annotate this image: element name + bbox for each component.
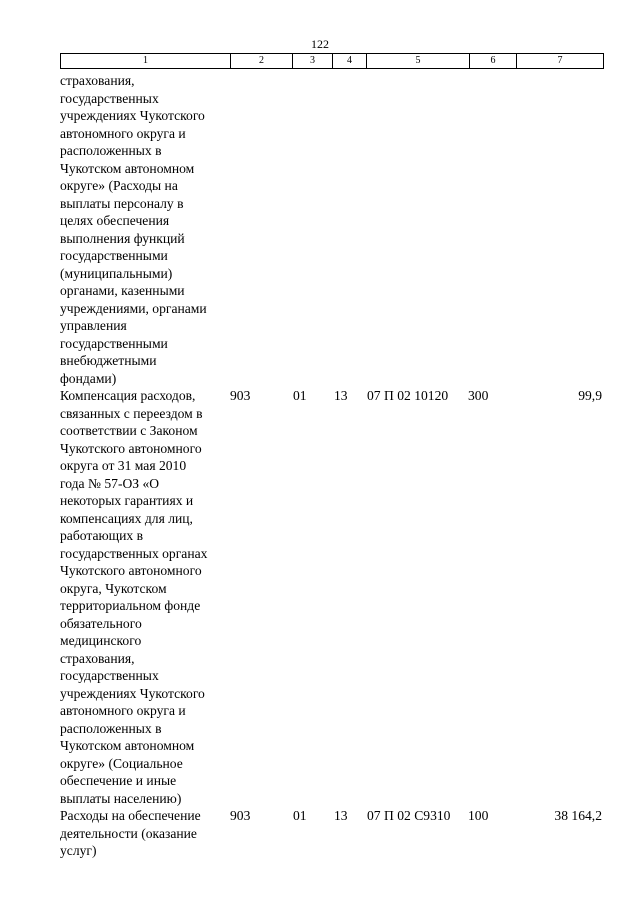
row-target-article: 07 П 02 С9310 [367,808,451,823]
row-expense-type: 300 [468,388,489,403]
header-col-2: 2 [231,54,293,69]
header-col-1: 1 [61,54,231,69]
page-number: 122 [311,37,329,51]
header-col-7: 7 [517,54,604,69]
row-expense-type: 100 [468,808,489,823]
row-subsection: 13 [334,808,348,823]
row-section: 01 [293,808,307,823]
row-ministry-code: 903 [230,808,251,823]
column-number-header [60,53,604,69]
row-amount: 38 164,2 [554,808,602,823]
row-subsection: 13 [334,388,348,403]
header-col-3: 3 [293,54,333,69]
row-description: Компенсация расходов, связанных с переездом в соответствии с Законом Чукотского автономного округа от 31 мая 2010 года № 57-ОЗ «О некоторых гарантиях и компенсациях для лиц, работающих в государственных органах Чукотского автономного округа, Чукотском территориальном фонде обязательного медицинского страхования, государственных учреждениях Чукотского автономного округа и расположенных в Чукотском автономном округе» (Социальное обеспечение и иные выплаты населению) [60,388,208,806]
row-section: 01 [293,388,307,403]
row-ministry-code: 903 [230,388,251,403]
row-description: страхования, государственных учреждениях Чукотского автономного округа и расположенных в Чукотском автономном округе» (Расходы на выплаты персоналу в целях обеспечения выполнения функций государственными (муниципальными) органами, казенными учреждениями, органами управления государственными внебюджетными фондами) [60,73,207,386]
header-col-4: 4 [333,54,367,69]
budget-table-body [60,72,605,860]
table-row [60,387,605,807]
header-col-5: 5 [367,54,470,69]
row-description: Расходы на обеспечение деятельности (оказание услуг) [60,808,201,858]
table-row [60,807,605,860]
header-col-6: 6 [470,54,517,69]
row-amount: 99,9 [578,388,602,403]
row-target-article: 07 П 02 10120 [367,388,449,403]
table-row [60,72,605,387]
